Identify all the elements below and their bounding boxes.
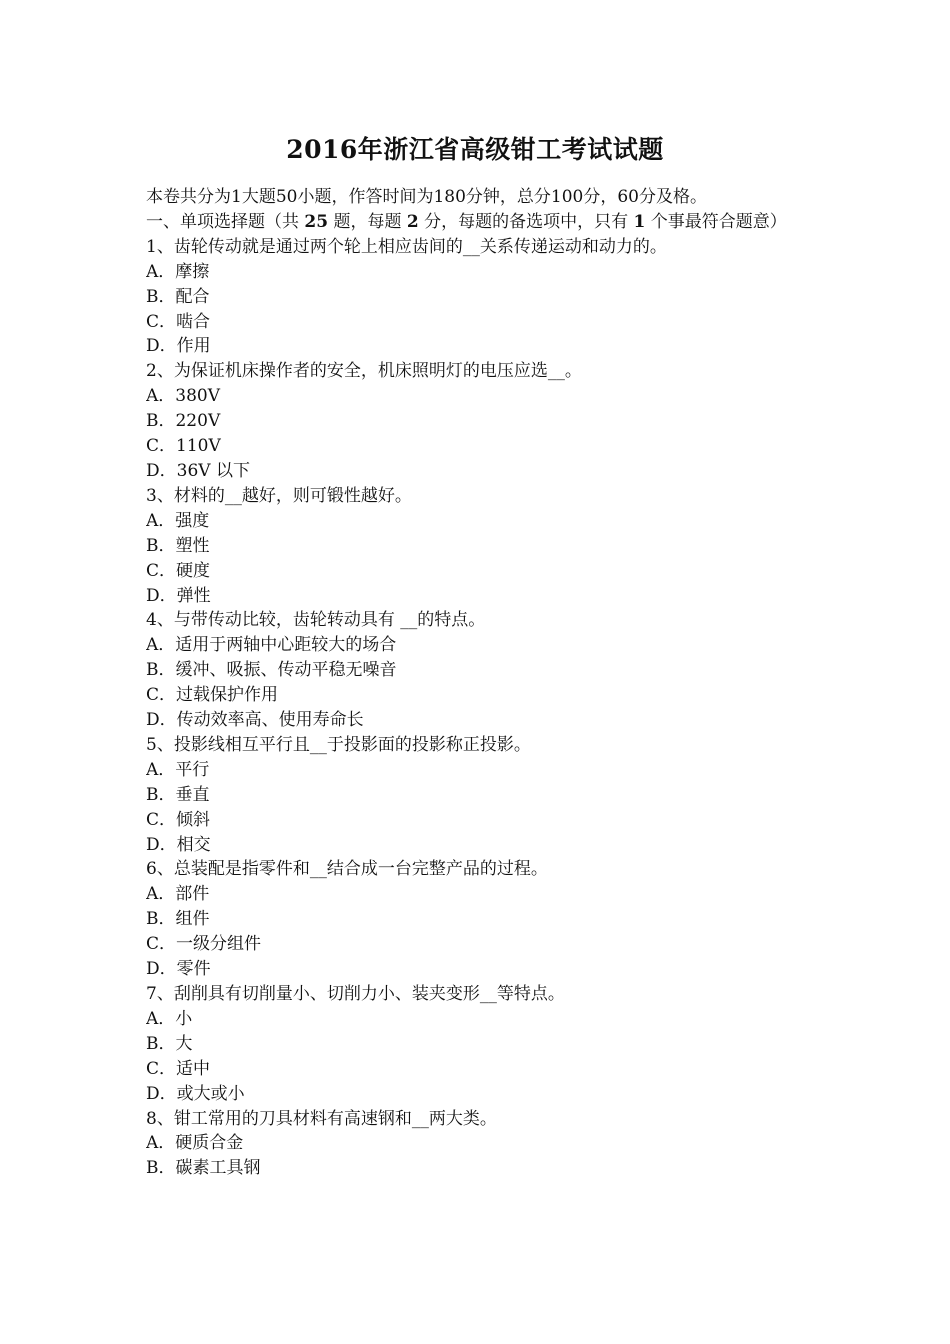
question-count: 25 [304,211,329,232]
question-block [146,484,816,609]
option-d: D．传动效率高、使用寿命长 [146,710,364,731]
option-a: A．380V [146,386,221,407]
section-heading-text: 分，每题的备选项中，只有 [418,211,634,232]
section-heading-text: 个事最符合题意） [645,211,787,232]
question-block [146,857,816,982]
option-c: C．倾斜 [146,809,211,830]
question-text: 5、投影线相互平行且__于投影面的投影称正投影。 [146,734,531,755]
option-b: B．组件 [146,909,210,930]
option-d: D．零件 [146,959,211,980]
question-text: 2、为保证机床操作者的安全，机床照明灯的电压应选__。 [146,361,582,382]
option-a: A．平行 [146,759,210,780]
section-heading-text: 题，每题 [328,211,407,232]
option-d: D．作用 [146,336,211,357]
question-text: 3、材料的__越好，则可锻性越好。 [146,485,412,506]
option-c: C．一级分组件 [146,934,262,955]
question-text: 7、刮削具有切削量小、切削力小、装夹变形__等特点。 [146,984,565,1004]
section-heading [146,210,816,235]
question-text: 6、总装配是指零件和__结合成一台完整产品的过程。 [146,859,548,880]
question-block [146,1107,816,1182]
question-block [146,982,816,1107]
option-a: A．硬质合金 [146,1133,244,1154]
option-d: D．或大或小 [146,1083,245,1104]
option-c: C．适中 [146,1058,211,1079]
option-a: A．强度 [146,510,210,531]
option-b: B．大 [146,1033,193,1054]
option-a: A．摩擦 [146,261,210,282]
correct-option-count: 1 [633,211,646,232]
question-block [146,733,816,858]
option-a: A．适用于两轴中心距较大的场合 [146,635,397,656]
question-text: 1、齿轮传动就是通过两个轮上相应齿间的__关系传递运动和动力的。 [146,236,667,257]
question-block [146,235,816,360]
exam-intro: 本卷共分为1大题50小题，作答时间为180分钟，总分100分，60分及格。 [146,187,707,207]
option-c: C．110V [146,436,221,457]
points-per-question: 2 [406,211,419,232]
option-c: C．硬度 [146,560,211,581]
option-a: A．部件 [146,884,210,905]
option-b: B．碳素工具钢 [146,1158,261,1179]
document-body [146,185,816,1181]
document-title: 2016年浙江省高级钳工考试试题 [286,135,664,164]
question-block [146,359,816,484]
option-b: B．缓冲、吸振、传动平稳无噪音 [146,660,397,681]
option-c: C．啮合 [146,311,211,332]
option-b: B．220V [146,411,221,432]
question-block [146,608,816,733]
option-a: A．小 [146,1008,193,1029]
question-text: 8、钳工常用的刀具材料有高速钢和__两大类。 [146,1108,497,1129]
option-b: B．配合 [146,286,210,307]
option-b: B．垂直 [146,784,210,805]
option-d: D．相交 [146,834,211,855]
option-c: C．过载保护作用 [146,685,279,706]
option-d: D．36V 以下 [146,460,250,481]
option-b: B．塑性 [146,535,210,556]
question-text: 4、与带传动比较，齿轮转动具有 __的特点。 [146,610,486,631]
option-d: D．弹性 [146,585,211,606]
section-heading-text: 一、单项选择题（共 [146,211,305,232]
